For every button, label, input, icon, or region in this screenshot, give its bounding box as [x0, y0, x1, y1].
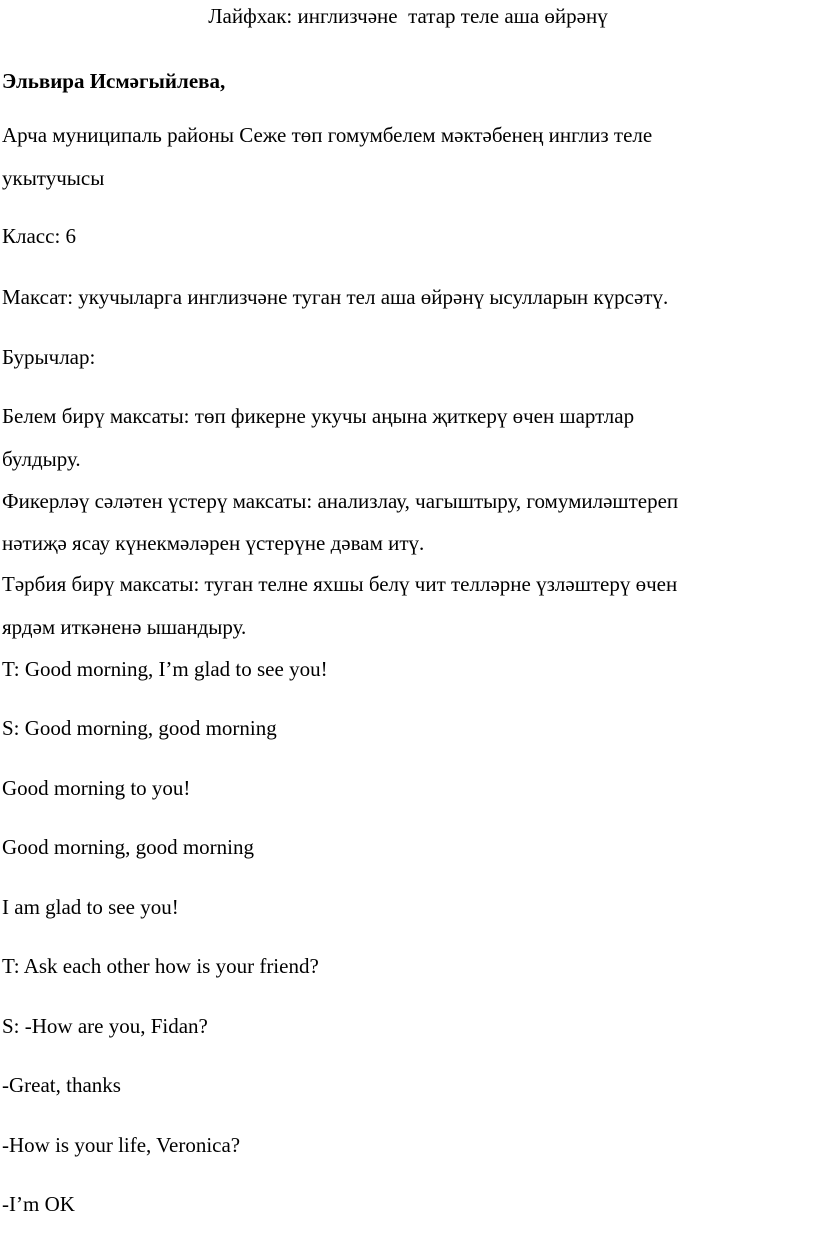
dialogue-line: -How is your life, Veronica?: [2, 1133, 241, 1157]
dialogue-line: Good morning to you!: [2, 776, 191, 800]
author-position-line-1: Арча муниципаль районы Сеже төп гомумбелем мәктәбенең инглиз теле: [2, 123, 653, 147]
dialogue-line: -Great, thanks: [2, 1073, 121, 1097]
document-title: Лайфхак: инглизчәне татар теле аша өйрәнү: [208, 4, 608, 28]
dialogue-line: S: -How are you, Fidan?: [2, 1014, 208, 1038]
dialogue-line: -I’m OK: [2, 1192, 75, 1216]
tasks-heading: Бурычлар:: [2, 345, 96, 369]
dialogue-line: Good morning, good morning: [2, 835, 254, 859]
task-upbringing-line-2: ярдәм иткәненә ышандыру.: [2, 615, 247, 639]
task-educational-line-1: Белем бирү максаты: төп фикерне укучы аңына җиткерү өчен шартлар: [2, 404, 635, 428]
author-name: Эльвира Исмәгыйлева,: [2, 69, 226, 93]
task-developmental-line-2: нәтиҗә ясау күнекмәләрен үстерүне дәвам итү.: [2, 531, 425, 555]
dialogue-line: S: Good morning, good morning: [2, 716, 277, 740]
task-upbringing-line-1: Тәрбия бирү максаты: туган телне яхшы белү чит телләрне үзләштерү өчен: [2, 572, 678, 596]
dialogue-line: I am glad to see you!: [2, 895, 179, 919]
task-developmental-line-1: Фикерләү сәләтен үстерү максаты: анализлау, чагыштыру, гомумиләштереп: [2, 489, 679, 513]
class-line: Класс: 6: [2, 224, 77, 248]
dialogue-line: T: Good morning, I’m glad to see you!: [2, 657, 328, 681]
dialogue-line: T: Ask each other how is your friend?: [2, 954, 319, 978]
author-position-line-2: укытучысы: [2, 166, 105, 190]
task-educational-line-2: булдыру.: [2, 447, 81, 471]
lesson-aim: Максат: укучыларга инглизчәне туган тел аша өйрәнү ысулларын күрсәтү.: [2, 285, 669, 309]
